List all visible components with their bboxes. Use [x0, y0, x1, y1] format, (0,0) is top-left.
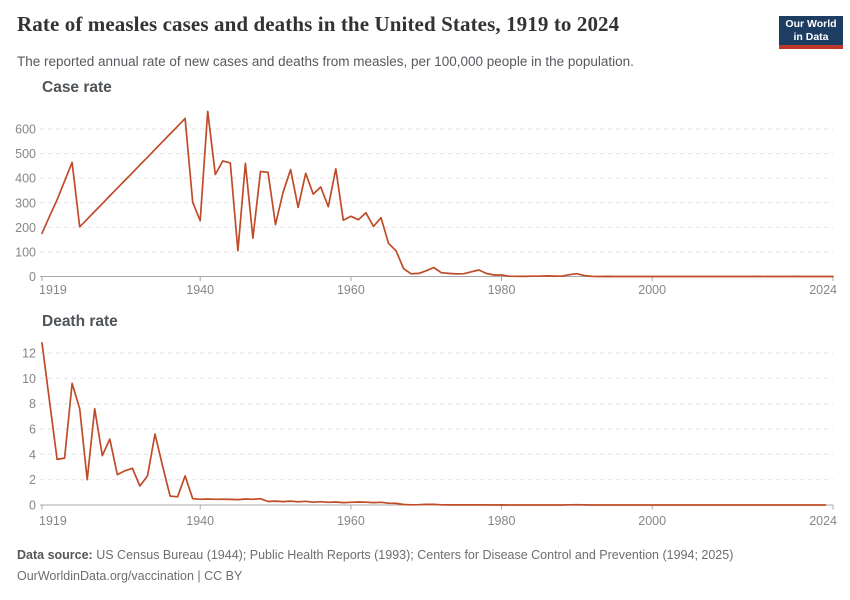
attribution-line: OurWorldinData.org/vaccination | CC BY	[17, 569, 243, 583]
owid-logo-line2: in Data	[793, 31, 829, 43]
svg-text:400: 400	[15, 171, 36, 186]
svg-text:12: 12	[22, 346, 36, 361]
svg-text:1960: 1960	[336, 283, 365, 297]
svg-text:1919: 1919	[39, 514, 67, 528]
svg-text:2000: 2000	[638, 283, 667, 297]
svg-text:0: 0	[29, 270, 36, 284]
case-rate-line-chart	[0, 100, 850, 305]
svg-text:6: 6	[29, 422, 36, 437]
death-rate-panel-title: Death rate	[42, 313, 118, 330]
svg-text:1980: 1980	[487, 283, 516, 297]
svg-text:2024: 2024	[809, 283, 837, 297]
svg-text:2024: 2024	[809, 514, 837, 528]
svg-text:2: 2	[29, 473, 36, 488]
svg-text:1980: 1980	[487, 514, 516, 528]
svg-text:200: 200	[15, 220, 36, 235]
svg-text:4: 4	[29, 447, 36, 462]
death-rate-line-chart	[0, 330, 850, 540]
owid-logo-line1: Our World	[785, 18, 837, 30]
chart-subtitle: The reported annual rate of new cases and deaths from measles, per 100,000 people in the population.	[17, 54, 634, 69]
case-rate-panel-title: Case rate	[42, 79, 112, 96]
svg-text:300: 300	[15, 196, 36, 211]
page-title: Rate of measles cases and deaths in the United States, 1919 to 2024	[17, 12, 620, 36]
svg-text:100: 100	[15, 245, 36, 260]
svg-text:1940: 1940	[186, 283, 215, 297]
svg-text:2000: 2000	[638, 514, 667, 528]
svg-text:600: 600	[15, 122, 36, 137]
data-source-list: US Census Bureau (1944); Public Health Reports (1993); Centers for Disease Control and Prevention (1994; 2025)	[96, 548, 734, 562]
svg-text:8: 8	[29, 397, 36, 412]
svg-text:1960: 1960	[336, 514, 365, 528]
data-source-line	[17, 545, 837, 566]
chart-footer	[17, 545, 837, 587]
data-source-label: Data source:	[17, 548, 93, 562]
svg-text:500: 500	[15, 147, 36, 162]
svg-text:10: 10	[22, 371, 36, 386]
svg-text:1940: 1940	[186, 514, 215, 528]
svg-text:0: 0	[29, 498, 36, 513]
owid-logo	[779, 16, 843, 49]
svg-text:1919: 1919	[39, 283, 67, 297]
